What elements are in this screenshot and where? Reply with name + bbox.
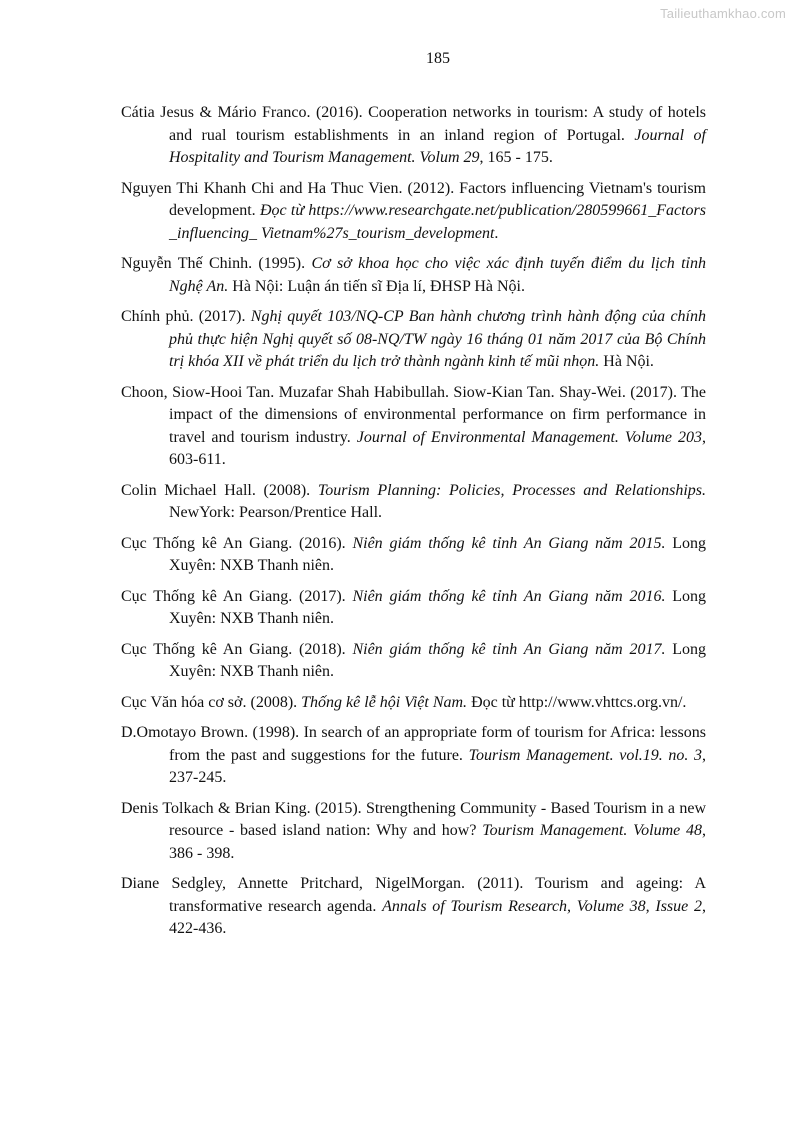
reference-text: Denis Tolkach & Brian King. (2015). Strengthening Community - Based Tourism in a new resource - based island nation: Why and how?	[121, 799, 706, 839]
reference-entry	[121, 692, 706, 715]
reference-entry	[121, 102, 706, 170]
reference-entry	[121, 873, 706, 941]
reference-publisher: NewYork: Pearson/Prentice Hall.	[169, 504, 383, 521]
reference-entry	[121, 480, 706, 525]
reference-text: Choon, Siow-Hooi Tan. Muzafar Shah Habibullah. Siow-Kian Tan. Shay-Wei. (2017). The impact of the dimensions of environmental performance on firm performance in travel and tourism industry.	[121, 383, 706, 446]
reference-source-title: Tourism Management. Volume 48	[482, 822, 703, 839]
reference-pages: , 386 - 398.	[169, 822, 707, 862]
reference-pages: , 422-436.	[169, 897, 707, 937]
watermark-text: Tailieuthamkhao.com	[660, 6, 786, 21]
reference-text: Cục Thống kê An Giang. (2016).	[121, 534, 353, 552]
reference-source-title: Tourism Planning: Policies, Processes and Relationships.	[317, 481, 706, 499]
reference-text: D.Omotayo Brown. (1998). In search of an appropriate form of tourism for Africa: lessons from the past and suggestions for the future.	[121, 724, 706, 764]
reference-pages: , 165 - 175.	[479, 149, 553, 166]
reference-text: Nguyễn Thế Chinh. (1995).	[121, 255, 312, 272]
reference-source-title: Journal of Environmental Management. Volume 203	[356, 428, 702, 446]
reference-text: Chính phủ. (2017).	[121, 308, 251, 325]
reference-entry	[121, 382, 706, 472]
reference-publisher: Hà Nội.	[599, 353, 654, 370]
reference-entry	[121, 722, 706, 790]
reference-list	[121, 102, 706, 949]
reference-pages: , 237-245.	[169, 746, 706, 786]
reference-text: Nguyen Thi Khanh Chi and Ha Thuc Vien. (2012). Factors influencing Vietnam's tourism development.	[121, 179, 706, 219]
reference-text: Cục Thống kê An Giang. (2018).	[121, 640, 353, 658]
reference-source-title: Niên giám thống kê tỉnh An Giang năm 2015.	[352, 534, 666, 552]
reference-source-title: Niên giám thống kê tỉnh An Giang năm 2016.	[352, 587, 666, 605]
reference-source-title: Nghị quyết 103/NQ-CP Ban hành chương trình hành động của chính phủ thực hiện Nghị quyết số 08-NQ/TW ngày 16 tháng 01 năm 2017 của Bộ Chính trị khóa XII về phát triển du lịch trở thành ngành kinh tế mũi nhọn.	[169, 308, 707, 370]
reference-url[interactable]: Đọc từ http://www.vhttcs.org.vn/.	[467, 693, 687, 711]
page-number: 185	[426, 50, 450, 67]
reference-publisher: Long Xuyên: NXB Thanh niên.	[169, 640, 707, 680]
reference-source-title: Cơ sở khoa học cho việc xác định tuyến điểm du lịch tỉnh Nghệ An.	[169, 255, 707, 295]
reference-pages: , 603-611.	[169, 428, 706, 468]
reference-text: Diane Sedgley, Annette Pritchard, NigelMorgan. (2011). Tourism and ageing: A transformative research agenda.	[121, 875, 706, 915]
reference-entry	[121, 639, 706, 684]
reference-publisher: Hà Nội: Luận án tiến sĩ Địa lí, ĐHSP Hà Nội.	[228, 277, 525, 295]
reference-text: Cátia Jesus & Mário Franco. (2016). Cooperation networks in tourism: A study of hotels and rual tourism establishments in an inland region of Portugal.	[121, 104, 706, 144]
reference-publisher: Long Xuyên: NXB Thanh niên.	[169, 534, 707, 574]
reference-publisher: Long Xuyên: NXB Thanh niên.	[169, 587, 707, 627]
reference-url[interactable]: Đọc từ https://www.researchgate.net/publication/280599661_Factors_influencing_ Vietnam%27s_tourism_development	[169, 202, 706, 242]
reference-text: Cục Thống kê An Giang. (2017).	[121, 587, 353, 605]
reference-source-title: Tourism Management. vol.19. no. 3	[468, 746, 702, 764]
reference-pages: .	[494, 224, 499, 242]
reference-entry	[121, 798, 706, 866]
reference-text: Colin Michael Hall. (2008).	[121, 481, 318, 499]
reference-source-title: Thống kê lễ hội Việt Nam.	[301, 693, 468, 711]
reference-source-title: Annals of Tourism Research, Volume 38, Issue 2	[382, 897, 703, 915]
reference-entry	[121, 306, 706, 374]
reference-source-title: Journal of Hospitality and Tourism Management. Volum 29	[169, 126, 706, 166]
reference-entry	[121, 586, 706, 631]
reference-entry	[121, 533, 706, 578]
reference-entry	[121, 178, 706, 246]
reference-entry	[121, 253, 706, 298]
reference-text: Cục Văn hóa cơ sở. (2008).	[121, 693, 302, 711]
reference-source-title: Niên giám thống kê tỉnh An Giang năm 2017.	[352, 640, 666, 658]
